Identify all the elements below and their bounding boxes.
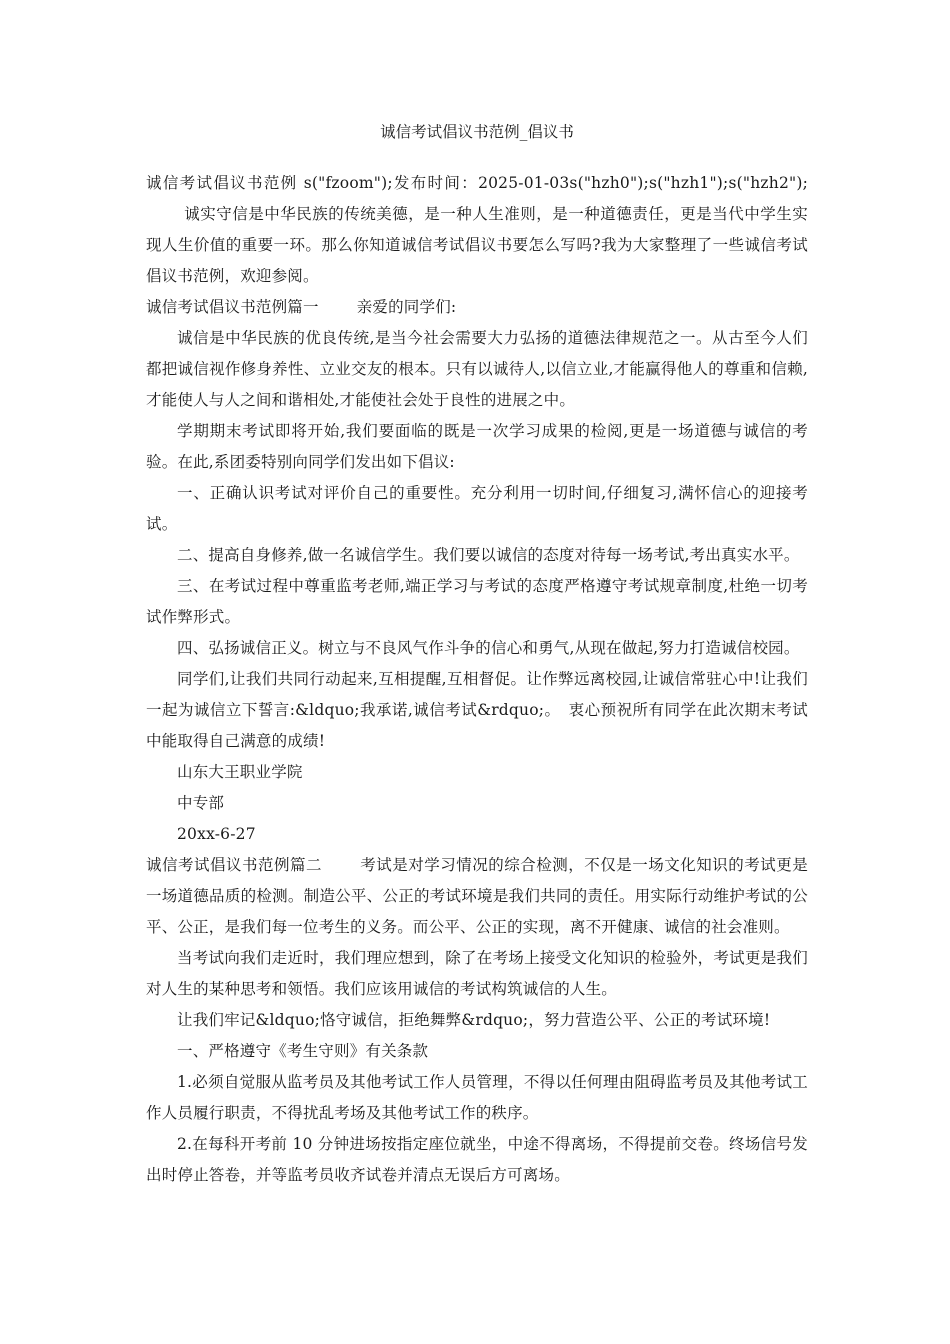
s1-item-4: 四、弘扬诚信正义。树立与不良风气作斗争的信心和勇气,从现在做起,努力打造诚信校园。 xyxy=(177,639,800,657)
section2-heading: 诚信考试倡议书范例篇二 xyxy=(146,856,322,874)
s1-item-1: 一、正确认识考试对评价自己的重要性。充分利用一切时间,仔细复习,满怀信心的迎接考试。 xyxy=(146,484,808,533)
intro-paragraph xyxy=(146,168,808,292)
s2-heading-1: 一、严格遵守《考生守则》有关条款 xyxy=(177,1042,429,1060)
s1-paragraph-2: 学期期末考试即将开始,我们要面临的既是一次学习成果的检阅,更是一场道德与诚信的考验。在此,系团委特别向同学们发出如下倡议: xyxy=(146,422,808,471)
s1-item-2: 二、提高自身修养,做一名诚信学生。我们要以诚信的态度对待每一场考试,考出真实水平。 xyxy=(177,546,800,564)
s2-rule-2: 2.在每科开考前 10 分钟进场按指定座位就坐，中途不得离场，不得提前交卷。终场信号发出时停止答卷，并等监考员收齐试卷并清点无误后方可离场。 xyxy=(146,1135,808,1184)
s2-paragraph-3: 让我们牢记&ldquo;恪守诚信，拒绝舞弊&rdquo;，努力营造公平、公正的考试环境! xyxy=(177,1011,771,1029)
s1-item-3: 三、在考试过程中尊重监考老师,端正学习与考试的态度严格遵守考试规章制度,杜绝一切考试作弊形式。 xyxy=(146,577,808,626)
section1-heading: 诚信考试倡议书范例篇一 xyxy=(146,298,319,316)
s1-paragraph-1: 诚信是中华民族的优良传统,是当今社会需要大力弘扬的道德法律规范之一。从古至今人们都把诚信视作修身养性、立业交友的根本。只有以诚待人,以信立业,才能赢得他人的尊重和信赖,才能使人与人之间和谐相处,才能使社会处于良性的进展之中。 xyxy=(146,329,808,409)
s1-paragraph-3: 同学们,让我们共同行动起来,互相提醒,互相督促。让作弊远离校园,让诚信常驻心中!让我们一起为诚信立下誓言:&ldquo;我承诺,诚信考试&rdquo;。 衷心预祝所有同学在此次期末考试中能取得自己满意的成绩! xyxy=(146,670,808,750)
intro-text: 诚实守信是中华民族的传统美德，是一种人生准则，是一种道德责任，更是当代中学生实现人生价值的重要一环。那么你知道诚信考试倡议书要怎么写吗?我为大家整理了一些诚信考试倡议书范例，欢迎参阅。 xyxy=(146,205,808,285)
signature-school: 山东大王职业学院 xyxy=(177,763,303,781)
header-line: 诚信考试倡议书范例 s("fzoom");发布时间：2025-01-03s("hzh0");s("hzh1");s("hzh2"); xyxy=(146,174,808,192)
document-title: 诚信考试倡议书范例_倡议书 xyxy=(380,123,574,141)
s2-paragraph-1-text: 考试是对学习情况的综合检测，不仅是一场文化知识的考试更是一场道德品质的检测。制造公平、公正的考试环境是我们共同的责任。用实际行动维护考试的公平、公正，是我们每一位考生的义务。而公平、公正的实现，离不开健康、诚信的社会准则。 xyxy=(146,856,808,936)
section1-heading-line xyxy=(146,292,808,323)
s2-paragraph-2: 当考试向我们走近时，我们理应想到，除了在考场上接受文化知识的检验外，考试更是我们对人生的某种思考和领悟。我们应该用诚信的考试构筑诚信的人生。 xyxy=(146,949,808,998)
section1-salutation: 亲爱的同学们: xyxy=(356,298,457,316)
signature-department: 中专部 xyxy=(177,794,225,812)
section2-paragraph-1 xyxy=(146,850,808,943)
signature-date: 20xx-6-27 xyxy=(177,825,256,843)
s2-rule-1: 1.必须自觉服从监考员及其他考试工作人员管理，不得以任何理由阻碍监考员及其他考试工作人员履行职责，不得扰乱考场及其他考试工作的秩序。 xyxy=(146,1073,808,1122)
